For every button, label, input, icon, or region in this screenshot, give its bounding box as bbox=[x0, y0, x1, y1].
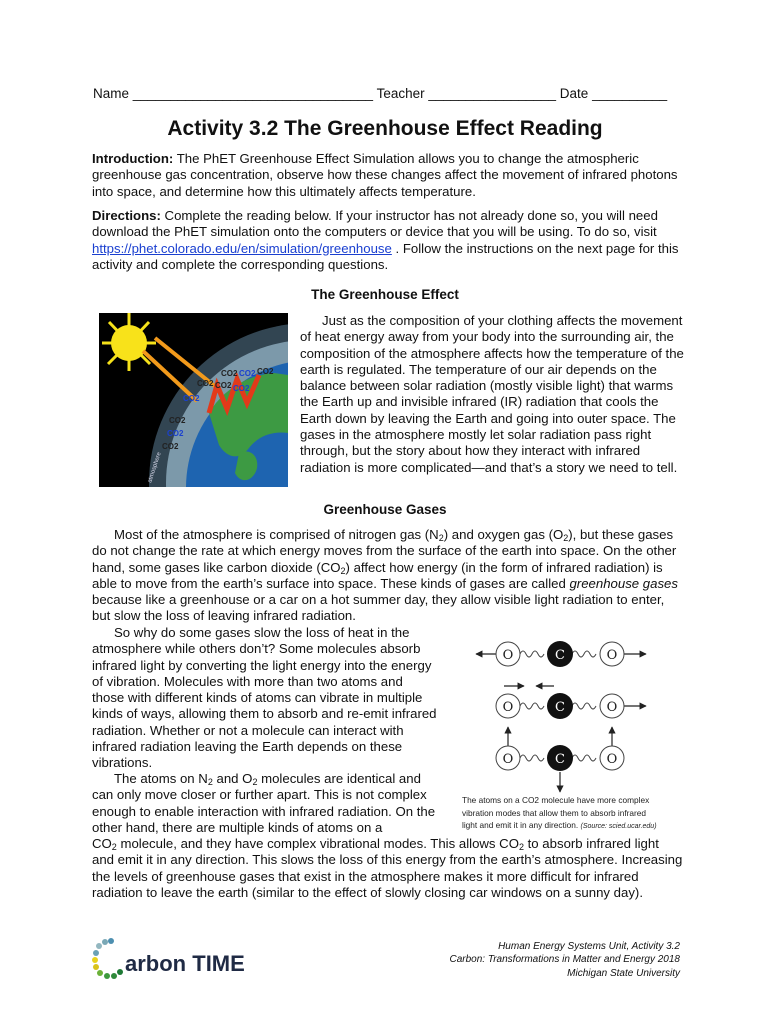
footer-credits bbox=[380, 940, 680, 980]
directions-paragraph bbox=[92, 208, 684, 273]
earth-illustration bbox=[99, 313, 288, 487]
co2-label: CO2 bbox=[215, 381, 232, 390]
text-run: ) and oxygen gas (O bbox=[443, 527, 564, 542]
introduction-label: Introduction: bbox=[92, 151, 174, 166]
footer-line: Michigan State University bbox=[567, 967, 680, 979]
subscript: 2 bbox=[438, 533, 444, 543]
co2-label: CO2 bbox=[257, 367, 274, 376]
oxygen-atom-label: O bbox=[606, 752, 618, 767]
co2-diagram-caption bbox=[462, 794, 677, 834]
subscript: 2 bbox=[518, 842, 524, 852]
page-title: Activity 3.2 The Greenhouse Effect Reading bbox=[167, 117, 603, 140]
atmosphere-label: atmosphere bbox=[147, 451, 163, 484]
emphasis-greenhouse-gases: greenhouse gases bbox=[569, 575, 678, 591]
logo-word-carbon: arbon bbox=[125, 951, 187, 976]
greenhouse-gases-paragraph-3 bbox=[92, 771, 437, 836]
text-run: CO bbox=[92, 836, 112, 851]
co2-label: CO2 bbox=[239, 369, 256, 378]
subscript: 2 bbox=[207, 777, 213, 787]
text-run: ), but these gases do not change the rate at which energy moves from the surface of the earth into space. On the other hand, some gases like carbon dioxide (CO bbox=[92, 527, 677, 575]
logo-word-time: TIME bbox=[192, 951, 245, 976]
greenhouse-gases-paragraph-1 bbox=[92, 527, 684, 625]
co2-mode-asymmetric bbox=[496, 686, 646, 719]
directions-text-1: Complete the reading below. If your instructor has not already done so, you will need download the PhET simulation onto the computers or device that you will be using. To do so, visit bbox=[92, 208, 658, 240]
footer-line: Human Energy Systems Unit, Activity 3.2 bbox=[498, 941, 680, 952]
co2-label: CO2 bbox=[169, 416, 186, 425]
carbon-atom-label: C bbox=[555, 752, 565, 767]
caption-source: (Source: scied.ucar.edu) bbox=[580, 823, 657, 830]
greenhouse-gases-paragraph-2: So why do some gases slow the loss of heat in the atmosphere while others don’t? Some molecules absorb infrared light by converting the light energy into the energy of vibration. Molecules with more than two atoms and those with different kinds of atoms can vibrate in multiple kinds of ways, allowing them to absorb and re-emit infrared radiation. Whether or not a molecule can interact with infrared radiation leaving the Earth depends on these vibrations. bbox=[92, 625, 437, 771]
text-run: and O bbox=[212, 771, 253, 786]
oxygen-atom-label: O bbox=[502, 648, 514, 663]
introduction-paragraph bbox=[92, 151, 684, 200]
text-run: because like a greenhouse or a car on a hot summer day, they allow visible light radiation to enter, but slow the loss of leaving infrared radiation. bbox=[92, 592, 665, 624]
introduction-text: The PhET Greenhouse Effect Simulation allows you to change the atmospheric greenhouse gas concentration, observe how these changes affect the movement of infrared photons into space, and determine how this ultimately affects temperature. bbox=[92, 151, 678, 199]
oxygen-atom-label: O bbox=[606, 648, 618, 663]
subscript: 2 bbox=[111, 842, 117, 852]
co2-label: CO2 bbox=[197, 379, 214, 388]
text-run: to absorb infrared light and emit it in any direction. This slows the loss of this energy from the earth’s atmosphere. Increasing the levels of greenhouse gases that exist in the atmosphere makes it more difficult for infrared radiation to leave the earth (similar to the effect of slowly closing car windows on a sunny day). bbox=[92, 836, 683, 900]
greenhouse-effect-heading: The Greenhouse Effect bbox=[311, 287, 459, 302]
co2-label: CO2 bbox=[221, 369, 238, 378]
subscript: 2 bbox=[252, 777, 258, 787]
co2-vibration-diagram bbox=[460, 634, 660, 834]
text-run: molecules are identical and can only move closer or further apart. This is not complex enough to enable interaction with infrared radiation. On the other hand, there are multiple kinds of atoms on a bbox=[92, 771, 436, 835]
text-run: Most of the atmosphere is comprised of nitrogen gas (N bbox=[114, 527, 439, 542]
subscript: 2 bbox=[563, 533, 569, 543]
footer-line: Carbon: Transformations in Matter and Energy 2018 bbox=[449, 954, 680, 966]
phet-link[interactable]: https://phet.colorado.edu/en/simulation/greenhouse bbox=[92, 240, 392, 256]
text-run: The atoms on N bbox=[114, 771, 208, 786]
carbon-time-logo bbox=[92, 937, 262, 981]
greenhouse-effect-paragraph: Just as the composition of your clothing affects the movement of heat energy away from your body into the surrounding air, the composition of the atmosphere affects how the temperature of the earth is regulated. The temperature of our air depends on the balance between solar radiation (mostly visible light) that warms the Earth up and invisible infrared (IR) radiation that cools the Earth down by leaving the Earth and going into outer space. The gases in the atmosphere mostly let solar radiation pass right through, but the story about how they interact with infrared radiation is more complicated—and that’s a story we need to tell. bbox=[300, 313, 684, 475]
co2-label: CO2 bbox=[167, 429, 184, 438]
name-label: Name bbox=[93, 86, 130, 101]
date-label: Date bbox=[559, 86, 589, 101]
co2-mode-stretch bbox=[476, 641, 646, 667]
caption-line: light and emit it in any direction. bbox=[462, 820, 581, 830]
date-field[interactable]: __________ bbox=[592, 86, 668, 101]
co2-label: CO2 bbox=[183, 394, 200, 403]
caption-line: vibration modes that allow them to absorb infrared bbox=[462, 807, 647, 818]
co2-vibration-modes bbox=[460, 634, 660, 794]
text-run: ) affect how energy (in the form of infrared radiation) is able to move from the earth’s surface into space. These kinds of gases are called bbox=[92, 559, 663, 591]
header-fields bbox=[93, 86, 693, 101]
teacher-field[interactable]: _________________ bbox=[428, 86, 556, 101]
text-run: molecule, and they have complex vibrational modes. This allows CO bbox=[116, 836, 519, 851]
name-field[interactable]: ________________________________ bbox=[132, 86, 374, 101]
co2-label: CO2 bbox=[162, 442, 179, 451]
subscript: 2 bbox=[340, 565, 346, 576]
co2-mode-bend bbox=[496, 727, 624, 792]
caption-line: The atoms on a CO2 molecule have more complex bbox=[462, 795, 650, 805]
oxygen-atom-label: O bbox=[502, 700, 514, 715]
directions-label: Directions: bbox=[92, 208, 161, 223]
greenhouse-effect-figure bbox=[99, 313, 288, 487]
teacher-label: Teacher bbox=[376, 86, 425, 101]
carbon-atom-label: C bbox=[555, 648, 565, 663]
greenhouse-gases-paragraph-4 bbox=[92, 836, 684, 901]
oxygen-atom-label: O bbox=[502, 752, 514, 767]
directions-text-2: . Follow the instructions on the next page for this activity and complete the corresponding questions. bbox=[92, 240, 679, 272]
greenhouse-gases-heading: Greenhouse Gases bbox=[323, 502, 447, 517]
carbon-atom-label: C bbox=[555, 700, 565, 715]
sun-icon bbox=[102, 313, 156, 371]
co2-label: CO2 bbox=[233, 384, 250, 393]
oxygen-atom-label: O bbox=[606, 700, 618, 715]
